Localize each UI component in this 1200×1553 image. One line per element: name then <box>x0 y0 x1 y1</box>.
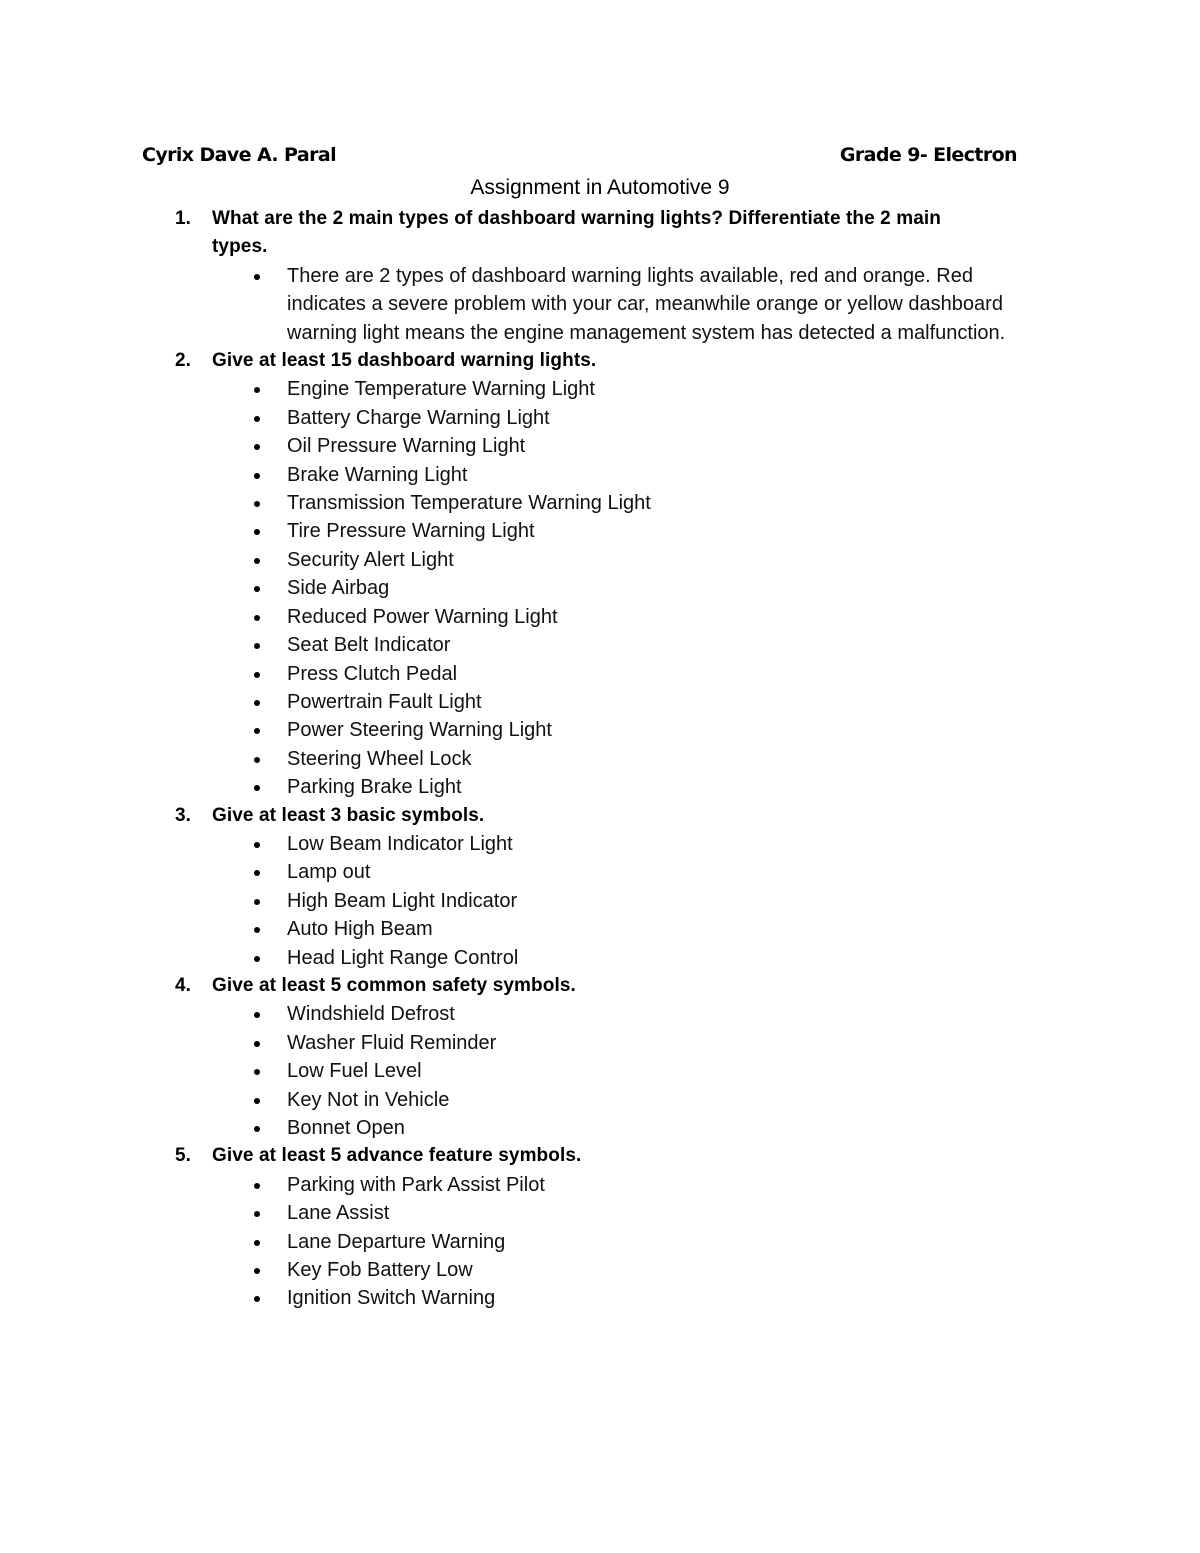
list-item: Lamp out <box>175 858 1055 886</box>
list-item: Security Alert Light <box>175 546 1055 574</box>
question-text: Give at least 5 advance feature symbols. <box>212 1145 582 1167</box>
question-5 <box>175 1142 1055 1170</box>
header-row <box>142 144 1017 170</box>
list-item: Steering Wheel Lock <box>175 745 1055 773</box>
list-item: Seat Belt Indicator <box>175 631 1055 659</box>
question-number: 5. <box>175 1145 192 1167</box>
question-1 <box>175 205 1055 262</box>
answer-list-5 <box>175 1171 1055 1313</box>
list-item: Powertrain Fault Light <box>175 688 1055 716</box>
list-item: Lane Assist <box>175 1199 1055 1227</box>
question-text: What are the 2 main types of dashboard warning lights? Differentiate the 2 main types. <box>212 208 941 258</box>
document-title: Assignment in Automotive 9 <box>470 176 730 199</box>
list-item: Oil Pressure Warning Light <box>175 432 1055 460</box>
question-text: Give at least 5 common safety symbols. <box>212 974 576 996</box>
question-text: Give at least 3 basic symbols. <box>212 804 485 826</box>
list-item: Key Fob Battery Low <box>175 1256 1055 1284</box>
list-item: Transmission Temperature Warning Light <box>175 489 1055 517</box>
question-number: 4. <box>175 974 192 996</box>
list-item: Parking with Park Assist Pilot <box>175 1171 1055 1199</box>
list-item: Low Beam Indicator Light <box>175 830 1055 858</box>
list-item: Parking Brake Light <box>175 773 1055 801</box>
question-2 <box>175 347 1055 375</box>
question-list <box>175 205 1055 1313</box>
list-item: Power Steering Warning Light <box>175 716 1055 744</box>
question-text: Give at least 15 dashboard warning lights. <box>212 350 597 372</box>
list-item: Auto High Beam <box>175 915 1055 943</box>
question-number: 3. <box>175 804 192 826</box>
list-item: Press Clutch Pedal <box>175 660 1055 688</box>
list-item: Reduced Power Warning Light <box>175 603 1055 631</box>
list-item: Engine Temperature Warning Light <box>175 375 1055 403</box>
list-item: Bonnet Open <box>175 1114 1055 1142</box>
grade-section: Grade 9- Electron <box>839 144 1017 166</box>
answer-list-1 <box>175 262 1055 347</box>
list-item: Key Not in Vehicle <box>175 1086 1055 1114</box>
question-number: 2. <box>175 350 192 372</box>
list-item: Battery Charge Warning Light <box>175 404 1055 432</box>
list-item: Brake Warning Light <box>175 461 1055 489</box>
list-item: Side Airbag <box>175 574 1055 602</box>
list-item: High Beam Light Indicator <box>175 887 1055 915</box>
question-4 <box>175 972 1055 1000</box>
answer-list-2 <box>175 375 1055 801</box>
answer-list-3 <box>175 830 1055 972</box>
list-item: Tire Pressure Warning Light <box>175 517 1055 545</box>
student-name: Cyrix Dave A. Paral <box>142 144 336 166</box>
list-item: Low Fuel Level <box>175 1057 1055 1085</box>
answer-list-4 <box>175 1000 1055 1142</box>
list-item: There are 2 types of dashboard warning lights available, red and orange. Red indicates a severe problem with your car, meanwhile orange or yellow dashboard warning light means the engine management system has detected a malfunction. <box>175 262 1055 347</box>
list-item: Lane Departure Warning <box>175 1228 1055 1256</box>
list-item: Ignition Switch Warning <box>175 1284 1055 1312</box>
list-item: Washer Fluid Reminder <box>175 1029 1055 1057</box>
list-item: Windshield Defrost <box>175 1000 1055 1028</box>
question-3 <box>175 802 1055 830</box>
question-number: 1. <box>175 208 192 229</box>
list-item: Head Light Range Control <box>175 944 1055 972</box>
